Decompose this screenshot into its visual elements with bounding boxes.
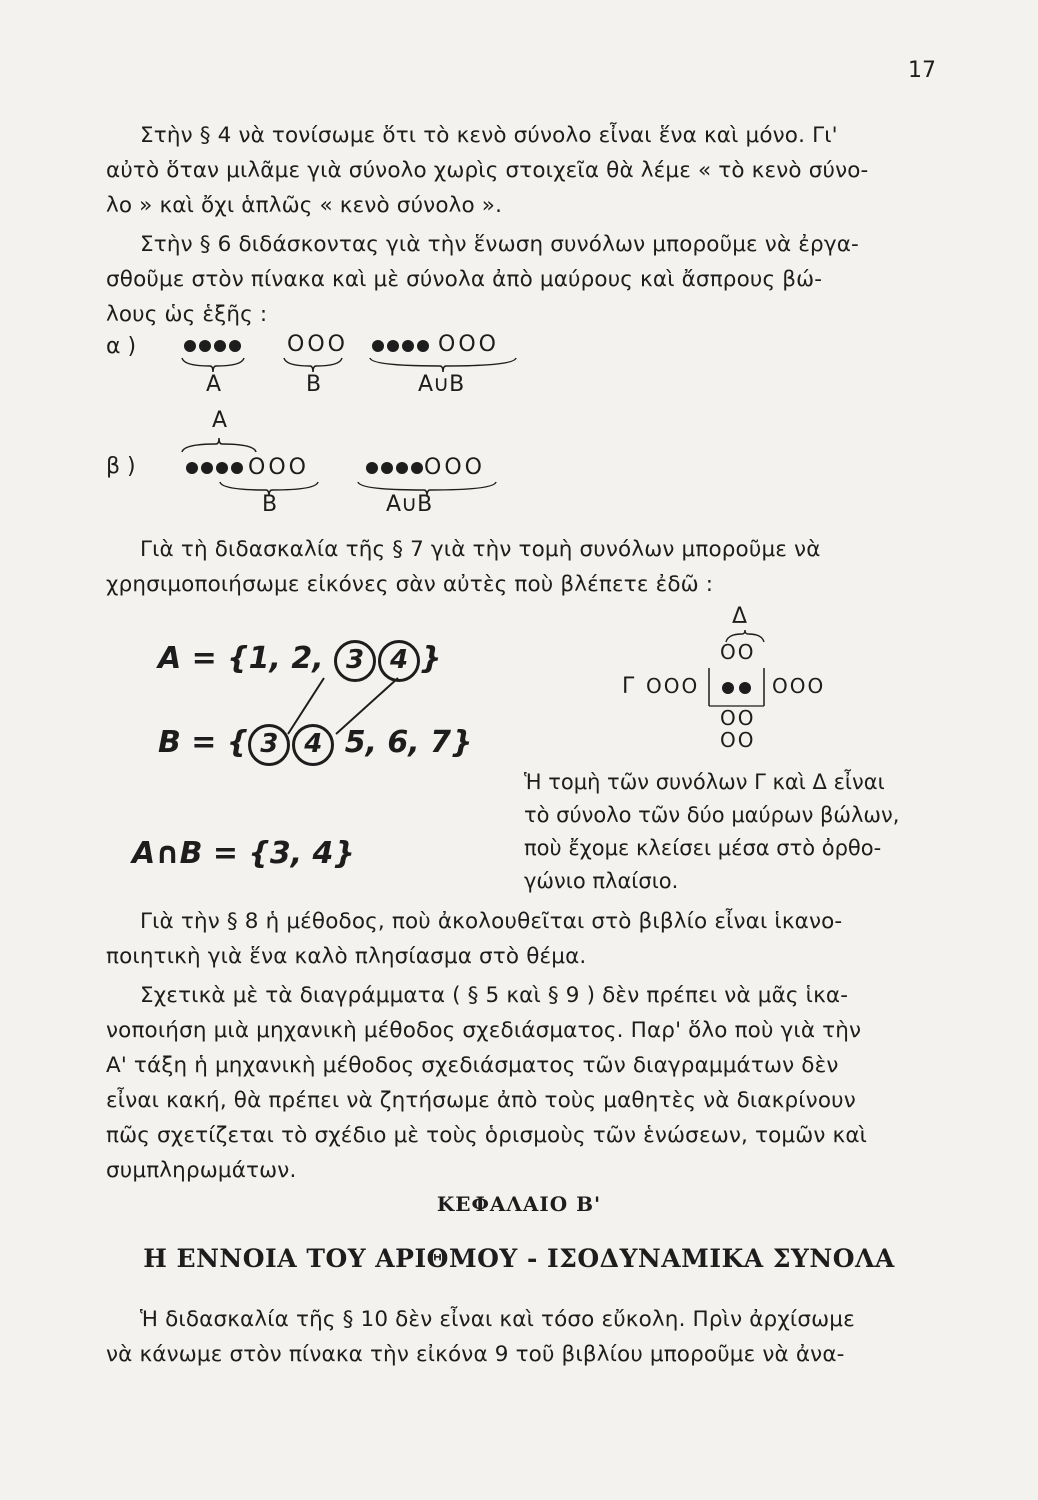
text-line: εἶναι κακή, θὰ πρέπει νὰ ζητήσωμε ἀπὸ τοὺς μαθητὲς νὰ διακρίνουν <box>106 1088 856 1113</box>
text-line: χρησιμοποιήσωμε εἰκόνες σὰν αὐτὲς ποὺ βλέπετε ἐδῶ : <box>106 572 714 597</box>
text-line: ποιητικὴ γιὰ ἕνα καλὸ πλησίασμα στὸ θέμα. <box>106 944 587 969</box>
text-line: νοποιήση μιὰ μηχανικὴ μέθοδος σχεδιάσματος. Παρ' ὅλο ποὺ γιὰ τὴν <box>106 1018 862 1043</box>
label-union: A∪B <box>386 492 433 517</box>
set-connection-lines <box>280 660 420 750</box>
brace-b <box>284 358 342 372</box>
set-a-close: } <box>420 641 442 676</box>
text-line: Γιὰ τὴν § 8 ἡ μέθοδος, ποὺ ἀκολουθεῖται στὸ βιβλίο εἶναι ἱκανο- <box>140 909 843 934</box>
paragraph-method <box>106 904 938 974</box>
white-balls-set-b: OOO <box>248 455 309 480</box>
set-a-item-3-circled: 3 <box>334 640 376 682</box>
label-set-a: A <box>206 372 222 397</box>
link-line-3 <box>288 678 324 734</box>
delta-top-balls: OO <box>720 640 756 664</box>
caption-line: γώνιο πλαίσιο. <box>524 869 679 893</box>
figure-caption <box>524 766 940 898</box>
text-line: αὐτὸ ὅταν μιλᾶμε γιὰ σύνολο χωρὶς στοιχεῖα θὰ λέμε « τὸ κενὸ σύνο- <box>106 158 869 183</box>
label-union: A∪B <box>418 372 465 397</box>
caption-line: τὸ σύνολο τῶν δύο μαύρων βώλων, <box>524 803 900 827</box>
white-balls-union-a: OOO <box>438 332 499 357</box>
text-line: Γιὰ τὴ διδασκαλία τῆς § 7 γιὰ τὴν τομὴ συνόλων μποροῦμε νὰ <box>140 537 821 562</box>
paragraph-diagrams <box>106 978 938 1188</box>
set-a-item-4-circled: 4 <box>378 640 420 682</box>
brace-a-over <box>182 438 256 452</box>
example-b-marker: β ) <box>106 454 136 479</box>
text-line: συμπληρωμάτων. <box>106 1158 297 1183</box>
label-set-b: B <box>306 372 322 397</box>
text-line: Ἡ διδασκαλία τῆς § 10 δὲν εἶναι καὶ τόσο εὔκολη. Πρὶν ἀρχίσωμε <box>140 1307 855 1332</box>
delta-bottom-balls-2: OO <box>720 728 756 752</box>
label-set-b: B <box>262 492 278 517</box>
paragraph-union <box>106 227 938 332</box>
white-balls-set-b: OOO <box>287 332 348 357</box>
link-line-4 <box>336 678 398 734</box>
black-balls-set-a <box>184 340 241 352</box>
set-b-item-3-circled: 3 <box>248 724 290 766</box>
text-line: Στὴν § 6 διδάσκοντας γιὰ τὴν ἕνωση συνόλων μποροῦμε νὰ ἐργα- <box>140 232 859 257</box>
paragraph-empty-set <box>106 118 938 223</box>
set-b-item-4-circled: 4 <box>292 724 334 766</box>
caption-line: Ἡ τομὴ τῶν συνόλων Γ καὶ Δ εἶναι <box>524 770 885 794</box>
intersection-result: A∩B = {3, 4} <box>132 836 355 871</box>
text-line: Α' τάξη ἡ μηχανικὴ μέθοδος σχεδιάσματος τῶν διαγραμμάτων δὲν <box>106 1053 839 1078</box>
chapter-label: ΚΕΦΑΛΑΙΟ Β' <box>436 1192 602 1216</box>
set-b-suffix: 5, 6, 7} <box>344 725 473 760</box>
text-line: λο » καὶ ὄχι ἁπλῶς « κενὸ σύνολο ». <box>106 193 503 218</box>
gamma-left-balls: OOO <box>646 674 700 698</box>
text-line: πῶς σχετίζεται τὸ σχέδιο μὲ τοὺς ὁρισμοὺς τῶν ἑνώσεων, τομῶν καὶ <box>106 1123 868 1148</box>
gamma-right-balls: OOO <box>772 674 826 698</box>
black-balls-union-b <box>366 462 423 474</box>
brace-union <box>370 358 516 372</box>
caption-line: ποὺ ἔχομε κλείσει μέσα στὸ ὀρθο- <box>524 836 882 860</box>
black-balls-set-a <box>186 462 243 474</box>
text-line: νὰ κάνωμε στὸν πίνακα τὴν εἰκόνα 9 τοῦ βιβλίου μποροῦμε νὰ ἀνα- <box>106 1342 845 1367</box>
label-set-a: A <box>212 408 228 433</box>
delta-bottom-balls-1: OO <box>720 706 756 730</box>
paragraph-number-concept <box>106 1302 938 1372</box>
set-b-prefix: B = { <box>158 725 249 760</box>
chapter-title: Η ΕΝΝΟΙΑ ΤΟΥ ΑΡΙΘΜΟΥ - ΙΣΟΔΥΝΑΜΙΚΑ ΣΥΝΟΛΑ <box>143 1244 895 1273</box>
text-line: σθοῦμε στὸν πίνακα καὶ μὲ σύνολα ἀπὸ μαύρους καὶ ἄσπρους βώ- <box>106 267 823 292</box>
white-balls-union-b: OOO <box>424 455 485 480</box>
intersection-frame <box>706 668 768 708</box>
text-line: Σχετικὰ μὲ τὰ διαγράμματα ( § 5 καὶ § 9 ) δὲν πρέπει νὰ μᾶς ἱκα- <box>140 983 849 1008</box>
set-a-prefix: A = {1, 2, <box>158 641 324 676</box>
text-line: λους ὡς ἑξῆς : <box>106 302 268 327</box>
brace-a <box>182 358 244 372</box>
text-line: Στὴν § 4 νὰ τονίσωμε ὅτι τὸ κενὸ σύνολο εἶναι ἕνα καὶ μόνο. Γι' <box>140 123 838 148</box>
label-delta: Δ <box>732 604 748 629</box>
paragraph-intersection <box>106 532 938 602</box>
label-gamma: Γ <box>622 674 635 699</box>
black-balls-union-a <box>372 340 429 352</box>
example-a-marker: α ) <box>106 334 137 359</box>
page-number: 17 <box>908 58 936 83</box>
